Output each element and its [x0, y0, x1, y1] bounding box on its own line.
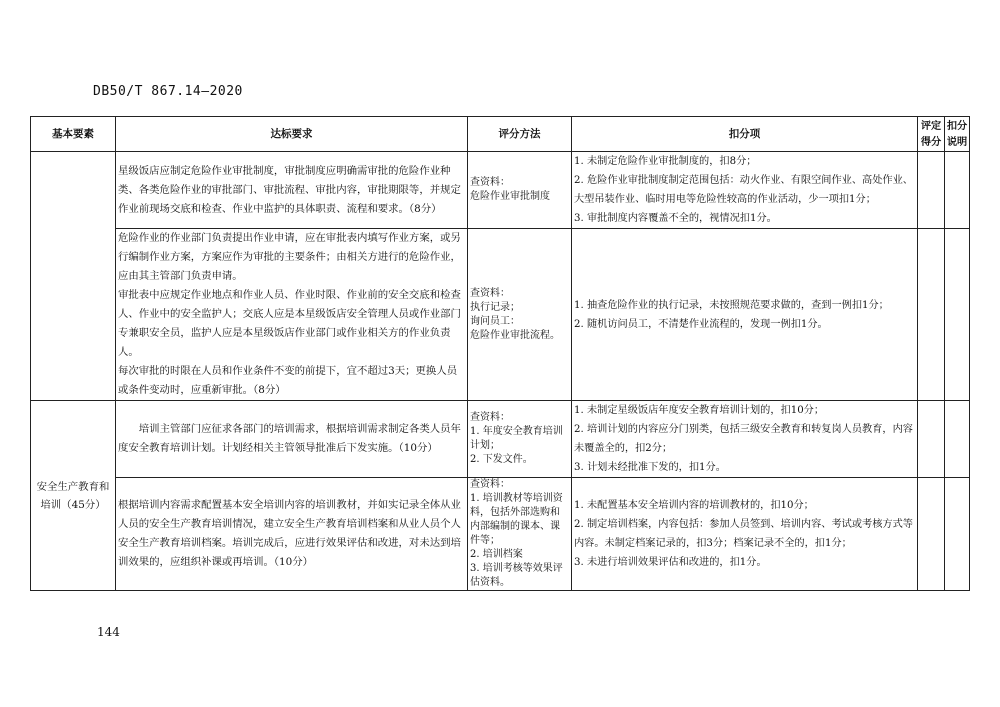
method-cell [468, 152, 572, 229]
deduction-item: 1. 未制定星级饭店年度安全教育培训计划的，扣10分； [574, 405, 825, 416]
document-code: DB50/T 867.14—2020 [93, 84, 243, 99]
requirement-cell [116, 152, 468, 229]
requirement-text: 每次审批的时限在人员和作业条件不变的前提下，宜不超过3天；更换人员或条件变动时，应重新审批。（8分） [118, 365, 458, 396]
requirement-text: 危险作业的作业部门负责提出作业申请，应在审批表内填写作业方案，或另行编制作业方案，方案应作为审批的主要条件；由相关方进行的危险作业，应由其主管部门负责申请。 [118, 232, 461, 282]
score-cell [918, 152, 945, 229]
note-cell [945, 152, 970, 229]
table-row [31, 478, 970, 591]
deduction-item: 2. 制定培训档案，内容包括：参加人员签到、培训内容、考试或考核方式等内容。未制定档案记录的，扣3分；档案记录不全的，扣1分； [574, 519, 913, 549]
deduction-item: 2. 危险作业审批制度制定范围包括：动火作业、有限空间作业、高处作业、大型吊装作业、临时用电等危险性较高的作业活动，少一项扣1分； [574, 175, 913, 205]
method-cell [468, 401, 572, 478]
requirement-cell [116, 229, 468, 401]
deduction-item: 3. 未进行培训效果评估和改进的，扣1分。 [574, 557, 767, 568]
method-line: 查资料： [470, 412, 510, 423]
element-cell: 安全生产教育和培训（45分） [31, 401, 116, 591]
standard-table [30, 116, 970, 591]
deduction-item: 3. 审批制度内容覆盖不全的，视情况扣1分。 [574, 213, 777, 224]
method-line: 执行记录； [470, 301, 520, 313]
deduction-cell [572, 478, 918, 591]
deduction-item: 1. 未制定危险作业审批制度的，扣8分； [574, 156, 757, 167]
method-line: 1. 年度安全教育培训计划； [470, 426, 563, 451]
deduction-item: 2. 随机访问员工，不清楚作业流程的，发现一例扣1分。 [574, 318, 828, 330]
deduction-cell [572, 152, 918, 229]
method-line: 查资料： [470, 177, 510, 188]
method-line: 1. 培训教材等培训资料，包括外部选购和内部编制的课本、课件等； [470, 493, 563, 546]
method-cell [468, 478, 572, 591]
requirement-text: 星级饭店应制定危险作业审批制度，审批制度应明确需审批的危险作业种类、各类危险作业的审批部门、审批流程、审批内容，审批期限等，并规定作业前现场交底和检查、作业中监护的具体职责、流程和要求。（8分） [118, 164, 461, 215]
header-score: 评定得分 [918, 117, 945, 152]
score-cell [918, 229, 945, 401]
requirement-cell [116, 478, 468, 591]
method-line: 查资料： [470, 479, 510, 490]
method-cell [468, 229, 572, 401]
method-line: 危险作业审批制度 [470, 191, 550, 202]
header-deduction: 扣分项 [572, 117, 918, 152]
method-line: 询问员工： [470, 315, 520, 327]
note-cell [945, 229, 970, 401]
table-header-row [31, 117, 970, 152]
requirement-text: 培训主管部门应征求各部门的培训需求，根据培训需求制定各类人员年度安全教育培训计划。计划经相关主管领导批准后下发实施。（10分） [118, 423, 461, 454]
page-number: 144 [97, 625, 120, 639]
note-cell [945, 401, 970, 478]
table-row [31, 152, 970, 229]
requirement-cell [116, 401, 468, 478]
header-note: 扣分说明 [945, 117, 970, 152]
note-cell [945, 478, 970, 591]
score-cell [918, 478, 945, 591]
deduction-item: 1. 未配置基本安全培训内容的培训教材的，扣10分； [574, 500, 814, 511]
method-line: 3. 培训考核等效果评估资料。 [470, 563, 563, 588]
deduction-cell [572, 229, 918, 401]
method-line: 查资料： [470, 287, 510, 299]
element-cell [31, 152, 116, 401]
table-row [31, 229, 970, 401]
deduction-item: 2. 培训计划的内容应分门别类，包括三级安全教育和转复岗人员教育，内容未覆盖全的，扣2分； [574, 424, 913, 454]
table-row [31, 401, 970, 478]
method-line: 危险作业审批流程。 [470, 329, 560, 341]
deduction-item: 3. 计划未经批准下发的，扣1分。 [574, 462, 726, 473]
header-element: 基本要素 [31, 117, 116, 152]
header-method: 评分方法 [468, 117, 572, 152]
method-line: 2. 下发文件。 [470, 454, 533, 465]
method-line: 2. 培训档案 [470, 549, 523, 560]
requirement-text: 审批表中应规定作业地点和作业人员、作业时限、作业前的安全交底和检查人、作业中的安全监护人；交底人应是本星级饭店安全管理人员或作业部门专兼职安全员，监护人应是本星级饭店作业部门或作业相关方的作业负责人。 [118, 289, 461, 358]
score-cell [918, 401, 945, 478]
header-requirement: 达标要求 [116, 117, 468, 152]
deduction-cell [572, 401, 918, 478]
deduction-item: 1. 抽查危险作业的执行记录，未按照规范要求做的，查到一例扣1分； [574, 299, 889, 311]
requirement-text: 根据培训内容需求配置基本安全培训内容的培训教材，并如实记录全体从业人员的安全生产教育培训情况，建立安全生产教育培训档案和从业人员个人安全生产教育培训档案。培训完成后，应进行效果评估和改进，对未达到培训效果的，应组织补课或再培训。（10分） [118, 499, 461, 568]
